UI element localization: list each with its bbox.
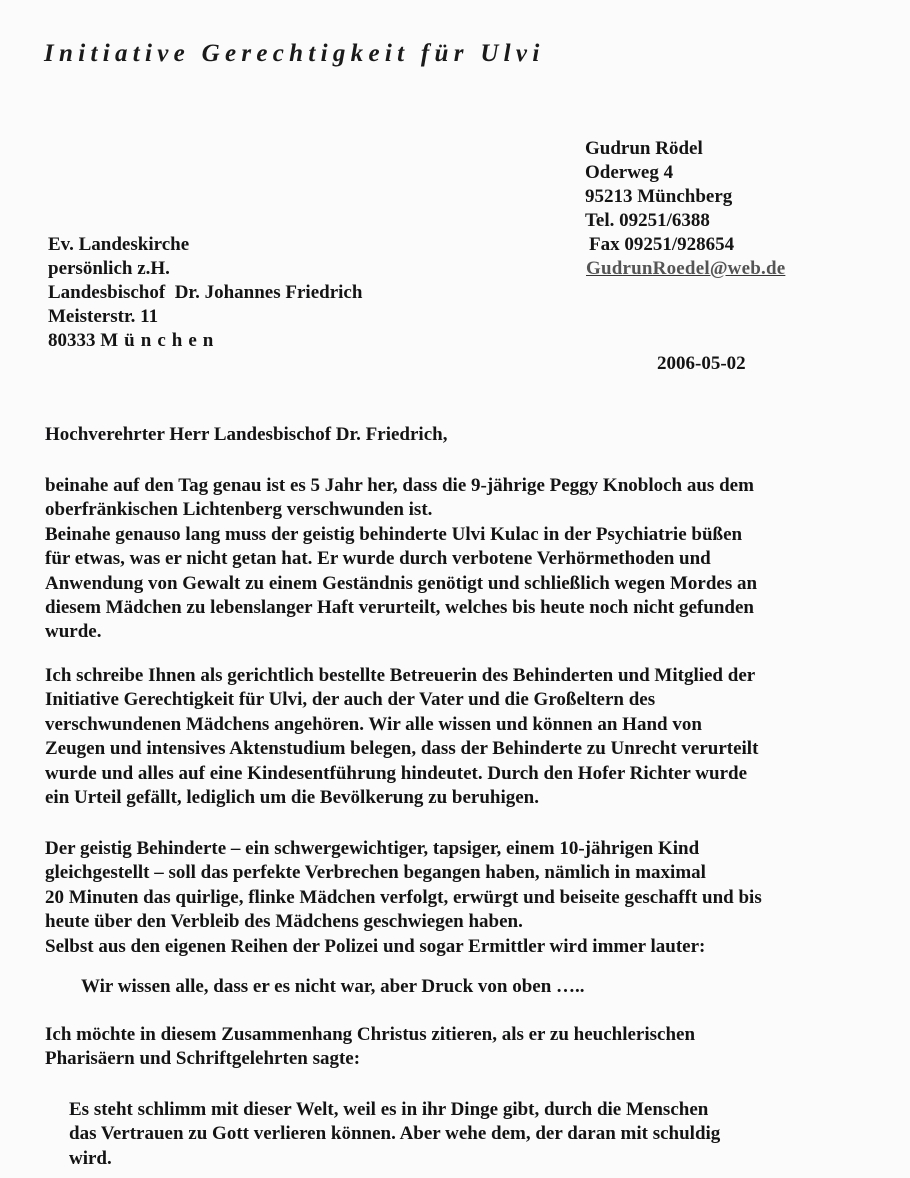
text-line: Der geistig Behinderte – ein schwergewichtiger, tapsiger, einem 10-jährigen Kind <box>45 838 700 859</box>
text-line: gleichgestellt – soll das perfekte Verbrechen begangen haben, nämlich in maximal <box>45 862 706 884</box>
recipient-city-line <box>48 329 362 353</box>
text-line: verschwundenen Mädchens angehören. Wir alle wissen und können an Hand von <box>45 713 702 735</box>
recipient-line: persönlich z.H. <box>48 258 170 279</box>
text-line: das Vertrauen zu Gott verlieren können. Aber wehe dem, der daran mit schuldig <box>69 1123 721 1145</box>
text-line: Initiative Gerechtigkeit für Ulvi, der auch der Vater und die Großeltern des <box>45 689 656 711</box>
sender-email-link[interactable]: GudrunRoedel@web.de <box>586 258 786 279</box>
sender-name: Gudrun Rödel <box>585 138 703 159</box>
text-line: Beinahe genauso lang muss der geistig behinderte Ulvi Kulac in der Psychiatrie büßen <box>45 523 743 545</box>
text-line: Zeugen und intensives Aktenstudium belegen, dass der Behinderte zu Unrecht verurteilt <box>45 738 759 760</box>
recipient-line: Ev. Landeskirche <box>48 234 190 255</box>
sender-phone: Tel. 09251/6388 <box>585 210 710 231</box>
text-line: Pharisäern und Schriftgelehrten sagte: <box>45 1048 361 1070</box>
recipient-line: Meisterstr. 11 <box>48 306 159 327</box>
text-line: heute über den Verbleib des Mädchens geschwiegen haben. <box>45 911 523 933</box>
sender-city: 95213 Münchberg <box>585 186 733 207</box>
quote-christus <box>69 1098 720 1171</box>
text-line: oberfränkischen Lichtenberg verschwunden ist. <box>45 499 433 521</box>
quote-police: Wir wissen alle, dass er es nicht war, aber Druck von oben ….. <box>81 976 585 997</box>
text-line: Anwendung von Gewalt zu einem Geständnis genötigt und schließlich wegen Mordes an <box>45 572 758 594</box>
sender-street: Oderweg 4 <box>585 162 674 183</box>
text-line: ein Urteil gefällt, lediglich um die Bevölkerung zu beruhigen. <box>45 787 539 809</box>
letter-date: 2006-05-02 <box>657 353 746 374</box>
paragraph-3 <box>45 837 905 959</box>
text-line: wurde und alles auf eine Kindesentführung hindeutet. Durch den Hofer Richter wurde <box>45 762 747 784</box>
sender-address-block <box>585 137 785 281</box>
letterhead-title: Initiative Gerechtigkeit für Ulvi <box>44 40 545 67</box>
recipient-city: München <box>100 330 220 351</box>
recipient-postal-code: 80333 <box>48 330 96 351</box>
text-line: diesem Mädchen zu lebenslanger Haft verurteilt, welches bis heute noch nicht gefunden <box>45 597 754 619</box>
salutation: Hochverehrter Herr Landesbischof Dr. Friedrich, <box>45 424 448 445</box>
text-line: Selbst aus den eigenen Reihen der Polizei und sogar Ermittler wird immer lauter: <box>45 935 706 957</box>
text-line: Ich möchte in diesem Zusammenhang Christus zitieren, als er zu heuchlerischen <box>45 1024 696 1045</box>
text-line: wurde. <box>45 621 102 643</box>
paragraph-4 <box>45 1023 905 1072</box>
sender-fax: Fax 09251/928654 <box>589 234 735 255</box>
text-line: beinahe auf den Tag genau ist es 5 Jahr her, dass die 9-jährige Peggy Knobloch aus dem <box>45 475 754 496</box>
paragraph-2 <box>45 664 905 810</box>
text-line: Ich schreibe Ihnen als gerichtlich bestellte Betreuerin des Behinderten und Mitglied der <box>45 665 756 686</box>
text-line: für etwas, was er nicht getan hat. Er wurde durch verbotene Verhörmethoden und <box>45 548 711 570</box>
text-line: Es steht schlimm mit dieser Welt, weil es in ihr Dinge gibt, durch die Menschen <box>69 1099 709 1120</box>
text-line: wird. <box>69 1147 112 1169</box>
recipient-line: Landesbischof Dr. Johannes Friedrich <box>48 282 363 303</box>
paragraph-1 <box>45 474 905 645</box>
text-line: 20 Minuten das quirlige, flinke Mädchen verfolgt, erwürgt und beiseite geschafft und bis <box>45 886 762 908</box>
recipient-address-block <box>48 233 362 353</box>
